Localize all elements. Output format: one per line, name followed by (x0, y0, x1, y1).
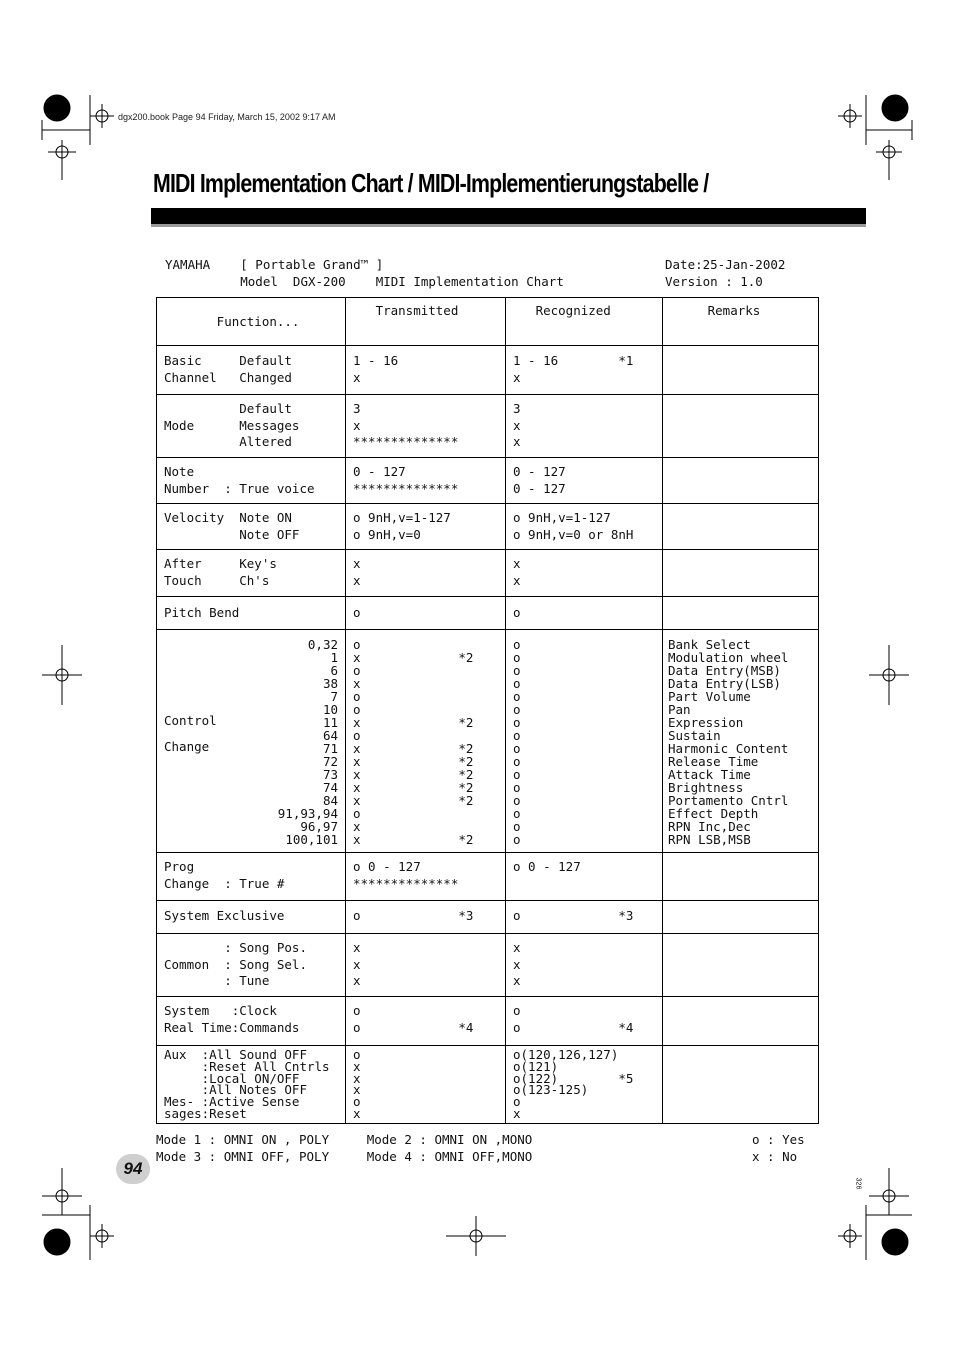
transmitted-cell: o o *4 (353, 1003, 474, 1035)
remarks-cell (663, 597, 818, 603)
chart-header-left (165, 256, 564, 290)
function-cell: Note Number : True voice (164, 464, 315, 496)
recognized-cell: 3 x x (513, 401, 521, 449)
title-bar (151, 208, 866, 225)
title-bar-shadow (151, 224, 866, 227)
chart-header-right (665, 256, 785, 290)
mode-legend-line2: Mode 3 : OMNI OFF, POLY Mode 4 : OMNI OFF,MONO (156, 1149, 533, 1164)
remarks-cell (663, 901, 818, 907)
column-header-recognized: Recognized (513, 303, 611, 318)
aux-messages-row (157, 1046, 819, 1124)
function-cell: : Song Pos. Common : Song Sel. : Tune (164, 940, 307, 988)
recognized-cell: 0 - 127 0 - 127 (513, 464, 566, 496)
table-row (157, 597, 819, 630)
transmitted-cell: o *3 (353, 908, 474, 923)
control-change-label: Control Change (164, 713, 217, 754)
transmitted-cell: o 9nH,v=1-127 o 9nH,v=0 (353, 510, 451, 542)
recognized-cell: o 9nH,v=1-127 o 9nH,v=0 or 8nH (513, 510, 634, 542)
symbol-legend (752, 1131, 805, 1165)
table-row (157, 395, 819, 458)
table-row (157, 346, 819, 395)
recognized-cell: o o *4 (513, 1003, 634, 1035)
legend-no: x : No (752, 1149, 798, 1164)
function-cell: Aux :All Sound OFF :Reset All Cntrls :Local ON/OFF :All Notes OFF Mes- :Active Sense sages:Reset (164, 1047, 330, 1121)
control-change-numbers: 0,32 1 6 38 7 10 11 64 71 72 73 74 84 91,93,94 96,97 100,101 (277, 637, 338, 847)
legend-yes: o : Yes (752, 1132, 805, 1147)
column-header-remarks: Remarks (670, 303, 761, 318)
book-info: dgx200.book Page 94 Friday, March 15, 2002 9:17 AM (118, 112, 336, 122)
table-row (157, 934, 819, 997)
header-line2-left: Model DGX-200 MIDI Implementation Chart (165, 274, 564, 289)
page-title: MIDI Implementation Chart / MIDI-Implementierungstabelle / (153, 168, 709, 198)
table-row (157, 997, 819, 1046)
recognized-cell: o(120,126,127) o(121) o(122) *5 o(123-125) o x (513, 1047, 634, 1121)
function-cell: After Key's Touch Ch's (164, 556, 277, 588)
function-cell: Prog Change : True # (164, 859, 285, 891)
remarks-cell (663, 997, 818, 1003)
transmitted-cell: x x x (353, 940, 361, 988)
target-icon (44, 95, 70, 121)
recognized-cell: o *3 (513, 908, 634, 923)
control-change-row (157, 630, 819, 853)
mode-legend (156, 1131, 532, 1165)
transmitted-cell: x x (353, 556, 361, 588)
header-date: Date:25-Jan-2002 (665, 257, 786, 272)
remarks-cell (663, 550, 818, 556)
function-cell: Pitch Bend (164, 605, 240, 620)
mode-legend-line1: Mode 1 : OMNI ON , POLY Mode 2 : OMNI ON ,MONO (156, 1132, 533, 1147)
midi-implementation-table (156, 297, 819, 1124)
remarks-cell (663, 934, 818, 940)
column-header-function: Function... (216, 314, 300, 329)
remarks-cell (663, 458, 818, 464)
recognized-cell: o o o o o o o o o o o o o o o o (513, 637, 521, 847)
transmitted-cell: 1 - 16 x (353, 353, 399, 385)
table-row (157, 550, 819, 597)
column-header-transmitted: Transmitted (353, 303, 459, 318)
table-row (157, 458, 819, 504)
transmitted-cell: o 0 - 127 ************** (353, 859, 459, 891)
recognized-cell: 1 - 16 *1 x (513, 353, 634, 385)
header-line1-left: YAMAHA [ Portable Grand™ ] (165, 257, 384, 272)
transmitted-cell: o (353, 605, 361, 620)
table-row (157, 901, 819, 934)
remarks-cell: Bank Select Modulation wheel Data Entry(MSB) Data Entry(LSB) Part Volume Pan Expression Sustain Harmonic Content Release Time Attack Time Brightness Portamento Cntrl Effect Depth RPN Inc,Dec RPN LSB,MSB (668, 637, 789, 847)
transmitted-cell: o x *2 o x o o x *2 o x *2 x *2 x *2 x *2 x *2 o x x *2 (353, 637, 474, 847)
function-cell: Basic Default Channel Changed (164, 353, 292, 385)
remarks-cell (663, 853, 818, 859)
recognized-cell: x x (513, 556, 521, 588)
function-cell: System Exclusive (164, 908, 285, 923)
transmitted-cell: 0 - 127 ************** (353, 464, 459, 496)
function-cell: Velocity Note ON Note OFF (164, 510, 300, 542)
page-number: 94 (116, 1154, 150, 1184)
table-header-row (157, 298, 819, 346)
function-cell: Default Mode Messages Altered (164, 401, 300, 449)
function-cell: System :Clock Real Time:Commands (164, 1003, 300, 1035)
remarks-cell (663, 1046, 818, 1052)
recognized-cell: o (513, 605, 521, 620)
side-code: 326 (854, 1177, 862, 1190)
remarks-cell (663, 395, 818, 401)
recognized-cell: o 0 - 127 (513, 859, 581, 874)
header-version: Version : 1.0 (665, 274, 763, 289)
table-row (157, 504, 819, 550)
remarks-cell (663, 504, 818, 510)
remarks-cell (663, 346, 818, 352)
transmitted-cell: o x x x o x (353, 1047, 361, 1121)
transmitted-cell: 3 x ************** (353, 401, 459, 449)
recognized-cell: x x x (513, 940, 521, 988)
table-row (157, 853, 819, 901)
